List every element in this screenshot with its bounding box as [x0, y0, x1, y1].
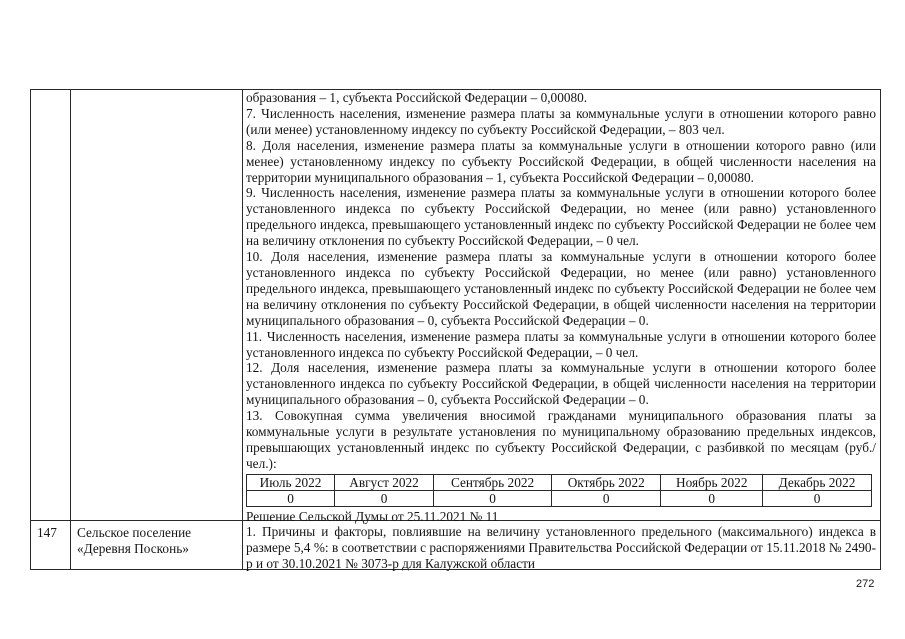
- page-number: 272: [856, 578, 875, 590]
- table-border-col2: [242, 89, 243, 570]
- month-value: 0: [552, 491, 661, 507]
- paragraph: образования – 1, субъекта Российской Федерации – 0,00080.: [246, 90, 588, 105]
- row-147-text: [246, 524, 876, 572]
- month-header: Октябрь 2022: [552, 475, 661, 491]
- paragraph: 9. Численность населения, изменение размера платы за коммунальные услуги в отношении которого более установленного индекса по субъекту Российской Федерации, но менее (или равно) установленного предельного индекса, превышающего установленный индекс по субъекту Российской Федерации не более чем на величину отклонения по субъекту Российской Федерации, – 0 чел.: [246, 185, 876, 249]
- month-value: 0: [661, 491, 763, 507]
- table-border-right: [880, 89, 881, 570]
- paragraph: 11. Численность населения, изменение размера платы за коммунальные услуги в отношении которого более установленного индекса по субъекту Российской Федерации, – 0 чел.: [246, 328, 876, 360]
- month-header: Август 2022: [335, 475, 434, 491]
- paragraph: 1. Причины и факторы, повлиявшие на величину установленного предельного (максимального) индекса в размере 5,4 %: в соответствии с распоряжениями Правительства Российской Федерации от 15.11.2018 № 2490-р и от 30.10.2021 № 3073-р для Калужской области: [246, 524, 876, 571]
- month-header: Сентябрь 2022: [434, 475, 552, 491]
- month-value: 0: [763, 491, 872, 507]
- paragraph: 13. Совокупная сумма увеличения вносимой гражданами муниципального образования платы за коммунальные услуги в результате установления по муниципальному образованию предельных индексов, превышающих установленный индекс по субъекту Российской Федерации, с разбивкой по месяцам (руб./чел.):: [246, 408, 876, 471]
- month-value: 0: [335, 491, 434, 507]
- months-values-row: [247, 491, 872, 507]
- months-table: [246, 474, 872, 507]
- paragraph: 12. Доля населения, изменение размера платы за коммунальные услуги в отношении которого более установленного индекса по субъекту Российской Федерации, в общей численности населения на территории муниципального образования – 0, субъекта Российской Федерации – 0.: [246, 360, 876, 408]
- paragraph: 7. Численность населения, изменение размера платы за коммунальные услуги в отношении которого равно (или менее) установленному индексу по субъекту Российской Федерации, – 803 чел.: [246, 105, 876, 137]
- municipality-title: «Деревня Посконь»: [77, 540, 189, 556]
- table-border-left: [30, 89, 31, 570]
- paragraph: 8. Доля населения, изменение размера платы за коммунальные услуги в отношении которого равно (или менее) установленному индексу по субъекту Российской Федерации, в общей численности населения на территории муниципального образования – 1, субъекта Российской Федерации – 0,00080.: [246, 137, 876, 185]
- paragraph: 10. Доля населения, изменение размера платы за коммунальные услуги в отношении которого более установленного индекса по субъекту Российской Федерации, но менее (или равно) установленного предельного индекса, превышающего установленный индекс по субъекту Российской Федерации не более чем на величину отклонения по субъекту Российской Федерации, в общей численности населения на территории муниципального образования – 0, субъекта Российской Федерации – 0.: [246, 249, 876, 328]
- table-border-col1: [70, 89, 71, 570]
- month-value: 0: [247, 491, 335, 507]
- municipality-type: Сельское поселение: [77, 525, 192, 540]
- row-number: 147: [37, 525, 57, 540]
- month-header: Июль 2022: [247, 475, 335, 491]
- decision-reference: Решение Сельской Думы от 25.11.2021 № 11: [246, 509, 499, 524]
- row-continuation-text: [246, 90, 876, 472]
- month-header: Декабрь 2022: [763, 475, 872, 491]
- months-header-row: [247, 475, 872, 491]
- municipality-name: [77, 525, 242, 557]
- month-value: 0: [434, 491, 552, 507]
- month-header: Ноябрь 2022: [661, 475, 763, 491]
